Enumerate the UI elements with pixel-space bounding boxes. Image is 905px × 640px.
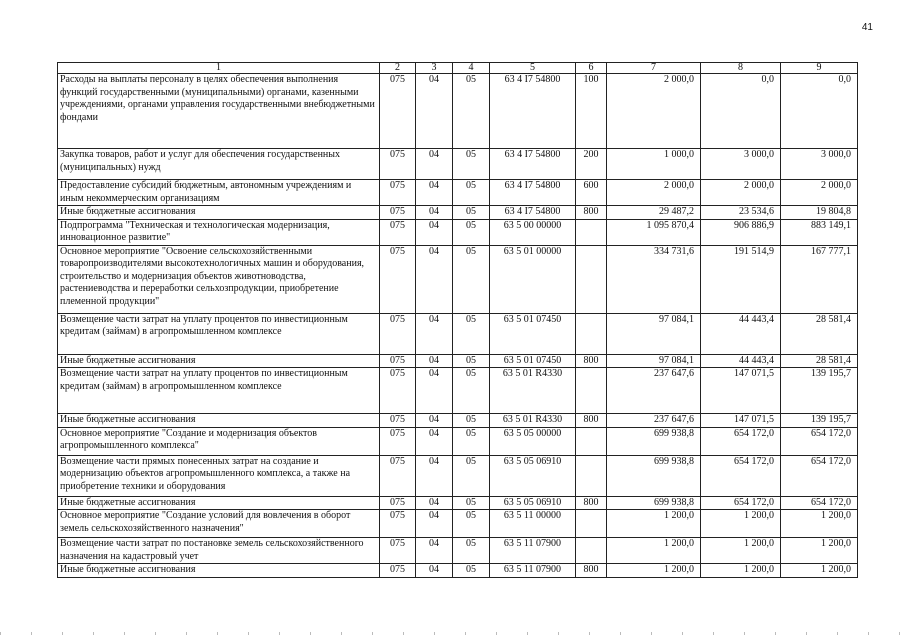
row-value-cell: 04 [416,149,453,180]
row-value-cell: 1 200,0 [701,538,781,564]
row-name-cell: Основное мероприятие "Создание и модернизация объектов агропромышленного комплекса" [58,427,380,455]
header-cell: 8 [701,63,781,74]
row-name-cell: Возмещение части затрат по постановке земель сельскохозяйственного назначения на кадастровый учет [58,538,380,564]
row-value-cell: 200 [576,149,607,180]
row-name-cell: Иные бюджетные ассигнования [58,354,380,368]
table-row [58,180,858,206]
row-value-cell: 0,0 [701,74,781,149]
row-name-cell: Возмещение части затрат на уплату процентов по инвестиционным кредитам (займам) в агропромышленном комплексе [58,313,380,354]
row-value-cell: 654 172,0 [781,496,858,510]
row-value-cell: 05 [453,510,490,538]
row-value-cell: 05 [453,368,490,414]
header-cell: 7 [607,63,701,74]
row-name-cell: Иные бюджетные ассигнования [58,206,380,220]
row-name-cell: Основное мероприятие "Освоение сельскохозяйственными товаропроизводителями высокотехнологичных машин и оборудования, строительство и модернизация объектов животноводства, растениеводства и переработки сельхозпродукции, приобретение племенной продукции" [58,245,380,313]
row-name-cell: Иные бюджетные ассигнования [58,414,380,428]
row-value-cell: 600 [576,180,607,206]
row-value-cell: 04 [416,564,453,578]
header-cell: 2 [380,63,416,74]
row-name-cell: Возмещение части затрат на уплату процентов по инвестиционным кредитам (займам) в агропромышленном комплексе [58,368,380,414]
row-value-cell: 883 149,1 [781,219,858,245]
budget-table [57,62,858,578]
row-value-cell: 800 [576,564,607,578]
header-cell: 6 [576,63,607,74]
row-value-cell: 05 [453,354,490,368]
row-value-cell: 906 886,9 [701,219,781,245]
table-row [58,74,858,149]
row-value-cell: 2 000,0 [781,180,858,206]
row-value-cell: 1 200,0 [781,538,858,564]
row-value-cell: 075 [380,219,416,245]
table-row [58,564,858,578]
row-value-cell: 28 581,4 [781,354,858,368]
table-row [58,427,858,455]
table-row [58,206,858,220]
table-row [58,149,858,180]
row-value-cell: 1 200,0 [781,510,858,538]
row-name-cell: Возмещение части прямых понесенных затрат на создание и модернизацию объектов агропромышленного комплекса, а также на приобретение техники и оборудования [58,455,380,496]
row-value-cell: 63 4 I7 54800 [490,149,576,180]
row-value-cell: 1 200,0 [607,564,701,578]
row-value-cell: 04 [416,368,453,414]
row-value-cell: 63 5 11 07900 [490,538,576,564]
row-value-cell: 654 172,0 [701,455,781,496]
row-value-cell: 1 200,0 [701,510,781,538]
table-row [58,414,858,428]
row-value-cell: 05 [453,414,490,428]
row-value-cell: 63 5 05 06910 [490,496,576,510]
row-value-cell: 04 [416,245,453,313]
row-value-cell: 63 5 11 07900 [490,564,576,578]
row-value-cell: 63 4 I7 54800 [490,206,576,220]
row-value-cell: 63 5 11 00000 [490,510,576,538]
row-value-cell: 05 [453,149,490,180]
row-value-cell: 1 200,0 [701,564,781,578]
row-value-cell: 05 [453,219,490,245]
row-value-cell [576,510,607,538]
row-value-cell: 04 [416,538,453,564]
row-value-cell: 075 [380,354,416,368]
row-value-cell: 3 000,0 [701,149,781,180]
row-value-cell: 44 443,4 [701,354,781,368]
row-value-cell: 19 804,8 [781,206,858,220]
row-value-cell: 04 [416,414,453,428]
row-value-cell: 0,0 [781,74,858,149]
row-name-cell: Закупка товаров, работ и услуг для обеспечения государственных (муниципальных) нужд [58,149,380,180]
row-value-cell: 63 5 05 06910 [490,455,576,496]
table-row [58,354,858,368]
row-value-cell: 2 000,0 [701,180,781,206]
row-value-cell [576,245,607,313]
row-value-cell: 04 [416,510,453,538]
row-value-cell: 05 [453,455,490,496]
row-value-cell: 699 938,8 [607,427,701,455]
row-value-cell: 44 443,4 [701,313,781,354]
header-cell: 5 [490,63,576,74]
row-value-cell: 04 [416,313,453,354]
row-value-cell: 147 071,5 [701,414,781,428]
header-row [58,63,858,74]
row-value-cell: 075 [380,427,416,455]
row-value-cell: 63 5 01 07450 [490,313,576,354]
row-value-cell: 075 [380,564,416,578]
row-value-cell [576,368,607,414]
row-value-cell: 334 731,6 [607,245,701,313]
row-value-cell: 075 [380,414,416,428]
row-value-cell: 63 5 01 R4330 [490,368,576,414]
row-value-cell [576,538,607,564]
row-value-cell: 075 [380,149,416,180]
row-name-cell: Расходы на выплаты персоналу в целях обеспечения выполнения функций государственными (муниципальными) органами, казенными учреждениями, органами управления государственными внебюджетными фондами [58,74,380,149]
row-value-cell: 100 [576,74,607,149]
row-value-cell: 800 [576,496,607,510]
row-value-cell: 1 200,0 [607,538,701,564]
header-cell: 4 [453,63,490,74]
row-value-cell: 800 [576,354,607,368]
row-value-cell: 28 581,4 [781,313,858,354]
row-name-cell: Основное мероприятие "Создание условий для вовлечения в оборот земель сельскохозяйственного назначения" [58,510,380,538]
row-value-cell: 97 084,1 [607,313,701,354]
table-row [58,496,858,510]
row-value-cell: 05 [453,313,490,354]
row-value-cell: 29 487,2 [607,206,701,220]
table-row [58,368,858,414]
row-value-cell: 237 647,6 [607,368,701,414]
row-value-cell: 05 [453,180,490,206]
row-value-cell: 075 [380,538,416,564]
row-value-cell: 654 172,0 [781,455,858,496]
row-value-cell: 63 5 01 07450 [490,354,576,368]
row-value-cell: 63 5 05 00000 [490,427,576,455]
row-value-cell: 800 [576,414,607,428]
row-value-cell: 1 200,0 [607,510,701,538]
header-cell: 1 [58,63,380,74]
table-row [58,510,858,538]
row-value-cell: 05 [453,538,490,564]
row-value-cell: 23 534,6 [701,206,781,220]
row-value-cell: 139 195,7 [781,368,858,414]
row-value-cell [576,313,607,354]
row-value-cell: 05 [453,564,490,578]
table-row [58,245,858,313]
row-value-cell: 075 [380,368,416,414]
row-value-cell: 075 [380,313,416,354]
scan-artifact-line [0,632,905,635]
row-value-cell: 2 000,0 [607,74,701,149]
row-value-cell: 63 5 01 00000 [490,245,576,313]
row-value-cell: 075 [380,496,416,510]
row-value-cell: 191 514,9 [701,245,781,313]
row-value-cell: 167 777,1 [781,245,858,313]
row-value-cell: 04 [416,427,453,455]
row-value-cell: 075 [380,510,416,538]
row-value-cell: 04 [416,455,453,496]
header-cell: 9 [781,63,858,74]
row-value-cell: 04 [416,74,453,149]
row-value-cell: 04 [416,354,453,368]
row-value-cell: 3 000,0 [781,149,858,180]
row-name-cell: Иные бюджетные ассигнования [58,496,380,510]
row-value-cell: 075 [380,180,416,206]
row-value-cell: 800 [576,206,607,220]
row-value-cell: 63 5 01 R4330 [490,414,576,428]
row-value-cell: 63 4 I7 54800 [490,180,576,206]
row-value-cell: 05 [453,427,490,455]
row-value-cell: 147 071,5 [701,368,781,414]
row-value-cell: 075 [380,245,416,313]
table-row [58,455,858,496]
row-name-cell: Подпрограмма "Техническая и технологическая модернизация, инновационное развитие" [58,219,380,245]
table-row [58,538,858,564]
row-value-cell: 654 172,0 [781,427,858,455]
row-value-cell: 1 200,0 [781,564,858,578]
row-value-cell: 237 647,6 [607,414,701,428]
row-value-cell: 075 [380,74,416,149]
page-number: 41 [861,22,873,33]
row-value-cell: 63 5 00 00000 [490,219,576,245]
row-value-cell: 05 [453,206,490,220]
header-cell: 3 [416,63,453,74]
row-value-cell [576,455,607,496]
row-value-cell: 1 095 870,4 [607,219,701,245]
row-value-cell: 654 172,0 [701,496,781,510]
row-value-cell [576,219,607,245]
row-value-cell: 63 4 I7 54800 [490,74,576,149]
row-value-cell: 699 938,8 [607,455,701,496]
row-value-cell [576,427,607,455]
row-value-cell: 04 [416,180,453,206]
row-value-cell: 1 000,0 [607,149,701,180]
row-name-cell: Предоставление субсидий бюджетным, автономным учреждениям и иным некоммерческим организациям [58,180,380,206]
row-value-cell: 04 [416,496,453,510]
table-row [58,313,858,354]
row-value-cell: 075 [380,455,416,496]
row-value-cell: 699 938,8 [607,496,701,510]
row-value-cell: 05 [453,496,490,510]
row-value-cell: 04 [416,206,453,220]
row-value-cell: 139 195,7 [781,414,858,428]
row-value-cell: 075 [380,206,416,220]
row-value-cell: 05 [453,245,490,313]
row-value-cell: 97 084,1 [607,354,701,368]
table-row [58,219,858,245]
row-value-cell: 04 [416,219,453,245]
row-name-cell: Иные бюджетные ассигнования [58,564,380,578]
row-value-cell: 654 172,0 [701,427,781,455]
row-value-cell: 2 000,0 [607,180,701,206]
row-value-cell: 05 [453,74,490,149]
